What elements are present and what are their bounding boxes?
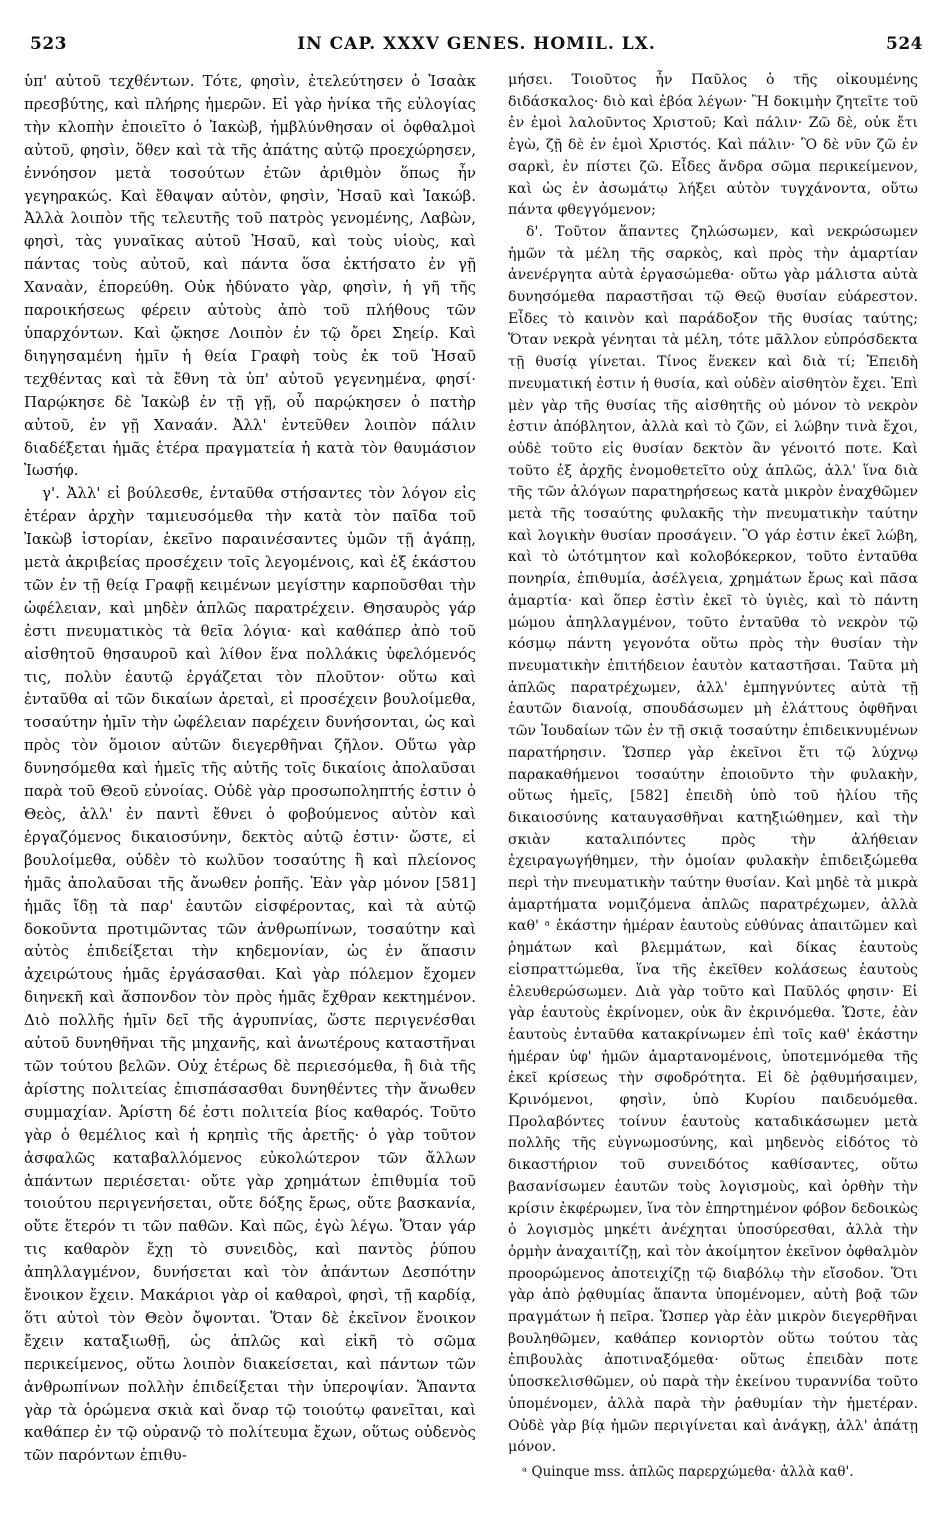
left-column	[24, 70, 476, 1467]
page-number-left: 523	[30, 34, 67, 54]
paragraph: ὑπ' αὐτοῦ τεχθέντων. Τότε, φησὶν, ἐτελεύτησεν ὁ Ἰσαὰκ πρεσβύτης, καὶ πλήρης ἡμερῶν. Εἰ γὰρ ἡνίκα τῆς εὐλογίας τὴν κλοπὴν ἐποιεῖτο ὁ Ἰακὼβ, ἠμβλύνθησαν οἱ ὀφθαλμοὶ αὐτοῦ, φησὶν, ὅθεν καὶ τὰ τῆς ἀπάτης αὐτῷ προεχώρησεν, ἐννόησον μετὰ τοσούτων ἐτῶν ἀριθμὸν ὅπως ἦν γεγηρακώς. Καὶ ἔθαψαν αὐτὸν, φησὶν, Ἠσαῦ καὶ Ἰακώβ. Ἀλλὰ λοιπὸν τῆς τελευτῆς τοῦ πατρὸς γενομένης, Λαβὼν, φησὶ, τὰς γυναῖκας αὐτοῦ Ἠσαῦ, καὶ τοὺς υἱοὺς, καὶ πάντας τοὺς αὐτοῦ, καὶ πάντα ὅσα ἐκτήσατο ἐν γῇ Χαναὰν, ἐπορεύθη. Οὐκ ἠδύνατο γὰρ, φησὶν, ἡ γῆ τῆς παροικήσεως φέρειν αὐτοὺς ἀπὸ τοῦ πλήθους τῶν ὑπαρχόντων. Καὶ ᾤκησε Λοιπὸν ἐν τῷ ὄρει Σηείρ. Καὶ διηγησαμένη ἡμῖν ἡ θεία Γραφὴ τοὺς ἐκ τοῦ Ἠσαῦ τεχθέντας καὶ τὰ ἔθνη τὰ ὑπ' αὐτοῦ γεγενημένα, φησί· Παρῴκησε δὲ Ἰακὼβ ἐν τῇ γῇ, οὗ παρῴκησεν ὁ πατὴρ αὐτοῦ, ἐν γῇ Χαναάν. Ἀλλ' ἐντεῦθεν λοιπὸν πάλιν διαδέξεται ἡμᾶς ἑτέρα πραγματεία ἡ κατὰ τὸν θαυμάσιον Ἰωσήφ.	[24, 72, 476, 480]
running-title: IN CAP. XXXV GENES. HOMIL. LX.	[297, 34, 656, 54]
paragraph: μήσει. Τοιοῦτος ἦν Παῦλος ὁ τῆς οἰκουμένης διδάσκαλος· διὸ καὶ ἐβόα λέγων· Ἢ δοκιμὴν ζητεῖτε τοῦ ἐν ἐμοὶ λαλοῦντος Χριστοῦ; Καὶ πάλιν· Ζῶ δὲ, οὐκ ἔτι ἐγὼ, ζῇ δὲ ἐν ἐμοὶ Χριστός. Καὶ πάλιν· Ὃ δὲ νῦν ζῶ ἐν σαρκὶ, ἐν πίστει ζῶ. Εἶδες ἄνδρα σῶμα περικείμενον, καὶ ὡς ἐν ἀσωμάτῳ λήξει αὐτὸν τυγχάνοντα, οὕτω πάντα φθεγγόμενον;	[508, 72, 918, 219]
running-header	[30, 34, 923, 60]
paragraph: δ'. Τοῦτον ἅπαντες ζηλώσωμεν, καὶ νεκρώσωμεν ἡμῶν τὰ μέλη τῆς σαρκὸς, καὶ πρὸς τὴν ἁμαρτίαν ἀνενέργητα αὐτὰ ἐργασώμεθα· οὕτω γὰρ μάλιστα αὐτὰ δυνησόμεθα παραστῆσαι τῷ Θεῷ θυσίαν εὐάρεστον. Εἶδες τὸ καινὸν καὶ παράδοξον τῆς θυσίας ταύτης; Ὅταν νεκρὰ γένηται τὰ μέλη, τότε μᾶλλον εὐπρόσδεκτα τῇ θυσίᾳ γίνεται. Τίνος ἕνεκεν καὶ διὰ τί; Ἐπειδὴ πνευματική ἐστιν ἡ θυσία, καὶ οὐδὲν αἰσθητὸν ἔχει. Ἐπὶ μὲν γὰρ τῆς θυσίας τῆς αἰσθητῆς οὐ μόνον τὸ νεκρὸν ἐστιν ἀπόβλητον, ἀλλὰ καὶ τὸ ζῶν, εἰ λώβην τινὰ ἔχοι, οὐδὲ τοῦτο εἰς θυσίαν δεκτὸν ἂν γένοιτό ποτε. Καὶ τοῦτο ἐξ ἀρχῆς ἐνομοθετεῖτο οὐχ ἁπλῶς, ἀλλ' ἵνα διὰ τῆς τῶν ἀλόγων παρατηρήσεως κατὰ μικρὸν ἐναχθῶμεν μετὰ τῆς τοσαύτης φυλακῆς τὴν πνευματικὴν ταύτην καὶ λογικὴν θυσίαν προσάγειν. Ὃ γάρ ἐστιν ἐκεῖ λώβη, καὶ τὸ ὠτότμητον καὶ κολοβόκερκον, τοῦτο ἐνταῦθα πονηρία, ἐπιθυμία, ἀσέλγεια, χρημάτων ἔρως καὶ πᾶσα ἁμαρτία· καὶ ὅπερ ἐστὶν ἐκεῖ τὸ ὑγιὲς, καὶ τὸ πάντη μώμου ἀπηλλαγμένον, τοῦτο ἐνταῦθα τὸ νεκρὸν τῷ κόσμῳ πάντη γεγονότα οὕτω πρὸς τὴν θυσίαν τὴν πνευματικὴν ἐπιτήδειον ἑαυτὸν καταστῆσαι. Ταῦτα μὴ ἁπλῶς παρατρέχωμεν, ἀλλ' ἐμπηγνύντες αὐτὰ τῇ ἑαυτῶν διανοίᾳ, σπουδάσωμεν μὴ ἐλάττους ὀφθῆναι τῶν Ἰουδαίων τῶν ἐν τῇ σκιᾷ τοσαύτην ἐπιδεικνυμένων παρατήρησιν. Ὥσπερ γὰρ ἐκεῖνοι ἔτι τῷ λύχνῳ παρακαθήμενοι τοσαύτην ἐποιοῦντο τὴν φυλακὴν, οὕτως ἡμεῖς, [582] ἐπειδὴ ὑπὸ τοῦ ἡλίου τῆς δικαιοσύνης καταυγασθῆναι κατηξιώθημεν, καὶ τὴν σκιὰν καταλιπόντες πρὸς τὴν ἀλήθειαν ἐχειραγωγήθημεν, τὴν ὁμοίαν φυλακὴν ἐπιδειξώμεθα περὶ τὴν πνευματικὴν ταύτην θυσίαν. Καὶ μηδὲ τὰ μικρὰ ἁμαρτήματα νομιζόμενα ἁπλῶς παρατρέχωμεν, ἀλλὰ καθ' ᵃ ἑκάστην ἡμέραν ἑαυτοὺς εὐθύνας ἀπαιτῶμεν καὶ ῥημάτων καὶ βλεμμάτων, καὶ δίκας ἑαυτοὺς εἰσπραττώμεθα, ἵνα τῆς ἐκεῖθεν κολάσεως ἑαυτοὺς ἐλευθερώσωμεν. Διὰ γὰρ τοῦτο καὶ Παῦλός φησιν· Εἰ γὰρ ἑαυτοὺς ἐκρίνομεν, οὐκ ἂν ἐκρινόμεθα. Ὥστε, ἐὰν ἑαυτοὺς ἐνταῦθα κατακρίνωμεν ἐπὶ τοῖς καθ' ἑκάστην ἡμέραν ὑφ' ἡμῶν ἁμαρτανομένοις, ὑποτεμνόμεθα τῆς ἐκεῖ κρίσεως τὴν σφοδρότητα. Εἰ δὲ ῥᾳθυμήσαιμεν, Κρινόμενοι, φησὶν, ὑπὸ Κυρίου παιδευόμεθα. Προλαβόντες τοίνυν ἑαυτοὺς καταδικάσωμεν μετὰ πολλῆς τῆς εὐγνωμοσύνης, καὶ μηδενὸς εἰδότος τὸ δικαστήριον τοῦ συνειδότος καθίσαντες, οὕτω βασανίσωμεν ἑαυτῶν τοὺς λογισμοὺς, καὶ ὀρθὴν τὴν κρίσιν ἐκφέρωμεν, ἵνα τὸν ἐπηρτημένον φόβον δεδοικὼς ὁ λογισμὸς μηκέτι ἀνέχηται ὑποσύρεσθαι, ἀλλὰ τὴν ὁρμὴν ἀναχαιτίζῃ, καὶ τὸν ἀκοίμητον ἐκεῖνον ὀφθαλμὸν προορώμενος ἀποτειχίζῃ τῷ διαβόλῳ τὴν εἴσοδον. Ὅτι γὰρ ἀπὸ ῥᾳθυμίας ἅπαντα ὑπομένομεν, αὐτὴ βοᾷ τῶν πραγμάτων ἡ πεῖρα. Ὥσπερ γὰρ ἐὰν μικρὸν διεγερθῆναι βουληθῶμεν, καθάπερ κονιορτὸν οὕτω τούτου τὰς ἐπιβουλὰς ἀποτιναξόμεθα· οὕτως ἐπειδὰν ποτε ὑποσκελισθῶμεν, οὐ παρὰ τὴν ἐκείνου τυραννίδα τοῦτο ὑπομένομεν, ἀλλὰ παρὰ τὴν ῥαθυμίαν τὴν ἡμετέραν. Οὐδὲ γὰρ βίᾳ ἡμῶν περιγίνεται καὶ ἀνάγκῃ, ἀλλ' ἀπάτῃ μόνον.	[508, 223, 918, 1456]
footnote: ᵃ Quinque mss. ἁπλῶς παρερχώμεθα· ἀλλὰ καθ'.	[522, 1464, 854, 1480]
column-gutter	[490, 70, 491, 1500]
paragraph: γ'. Ἀλλ' εἰ βούλεσθε, ἐνταῦθα στήσαντες τὸν λόγον εἰς ἑτέραν ἀρχὴν ταμιευσόμεθα τὴν κατὰ τὸν παῖδα τοῦ Ἰακὼβ ἱστορίαν, ἐκεῖνο παραινέσαντες ὑμῶν τῇ ἀγάπῃ, μετὰ ἀκριβείας προσέχειν τοῖς λεγομένοις, καὶ ἐξ ἑκάστου τῶν ἐν τῇ θείᾳ Γραφῇ κειμένων μεγίστην καρποῦσθαι τὴν ὠφέλειαν, καὶ μηδὲν ἁπλῶς παρατρέχειν. Θησαυρὸς γάρ ἐστι πνευματικὸς τὰ θεῖα λόγια· καὶ καθάπερ ἀπὸ τοῦ αἰσθητοῦ θησαυροῦ καὶ λίθον ἕνα πολλάκις ὑφελόμενός τις, πολὺν ἑαυτῷ ἐργάζεται τὸν πλοῦτον· οὕτω καὶ ἐνταῦθα αἱ τῶν δικαίων ἀρεταὶ, εἰ προσέχειν βουλοίμεθα, τοσαύτην ἡμῖν τὴν ὠφέλειαν παρέχειν δυνήσονται, ὡς καὶ πρὸς τὸν ὅμοιον αὐτῶν διεγερθῆναι ζῆλον. Οὕτω γὰρ δυνησόμεθα καὶ ἡμεῖς τῆς αὐτῆς τοῖς δικαίοις ἀπολαῦσαι παρὰ τοῦ Θεοῦ εὐνοίας. Οὐδὲ γὰρ προσωποληπτής ἐστιν ὁ Θεὸς, ἀλλ' ἐν παντὶ ἔθνει ὁ φοβούμενος αὐτὸν καὶ ἐργαζόμενος δικαιοσύνην, δεκτὸς αὐτῷ ἐστιν· ὥστε, εἰ βουλοίμεθα, οὐδὲν τὸ κωλῦον τοσαύτης ἢ καὶ πλείονος ἡμᾶς ἀπολαῦσαι τῆς ἄνωθεν ῥοπῆς. Ἐὰν γὰρ μόνον [581] ἡμᾶς ἴδῃ τὰ παρ' ἑαυτῶν εἰσφέροντας, καὶ τὰ αὐτῷ δοκοῦντα προτιμῶντας τῶν ἀνθρωπίνων, τοσαύτην καὶ αὐτὸς ἐπιδείξεται τὴν κηδεμονίαν, ὡς ἐν ἅπασιν ἀχειρώτους ἡμᾶς ἐργάσασθαι. Καὶ γὰρ πόλεμον ἔχομεν διηνεκῆ καὶ ἄσπονδον τὸν πρὸς ἡμᾶς ἔχθραν κεκτημένον. Διὸ πολλῆς ἡμῖν δεῖ τῆς ἀγρυπνίας, ὥστε περιγενέσθαι αὐτοῦ δυνηθῆναι τῆς μηχανῆς, καὶ ἀνωτέρους καταστῆναι τῶν τούτου βελῶν. Οὐχ ἑτέρως δὲ περιεσόμεθα, ἢ διὰ τῆς ἀρίστης πολιτείας ἐπισπάσασθαι δυνηθέντες τὴν ἄνωθεν συμμαχίαν. Ἀρίστη δέ ἐστι πολιτεία βίος καθαρός. Τοῦτο γὰρ ὁ θεμέλιος καὶ ἡ κρηπὶς τῆς ἀρετῆς· ὁ γὰρ τοῦτον ἀσφαλῶς καταβαλλόμενος εὐκολώτερον τῶν ἄλλων ἁπάντων περιέσεται· οὔτε γὰρ χρημάτων ἐπιθυμία τοῦ τοιούτου περιγενήσεται, οὔτε δόξης ἔρως, οὔτε βασκανία, οὔτε ἕτερόν τι τῶν παθῶν. Καὶ πῶς, ἐγὼ λέγω. Ὅταν γάρ τις καθαρὸν ἔχῃ τὸ συνειδὸς, καὶ παντὸς ῥύπου ἀπηλλαγμένον, δυνήσεται καὶ τὸν ἁπάντων Δεσπότην ἔνοικον ἔχειν. Μακάριοι γὰρ οἱ καθαροὶ, φησὶ, τῇ καρδίᾳ, ὅτι αὐτοὶ τὸν Θεὸν ὄψονται. Ὅταν δὲ ἐκεῖνον ἔνοικον ἔχειν καταξιωθῇ, ὡς ἁπλῶς καὶ εἰκῆ τὸ σῶμα περικείμενος, οὕτω λοιπὸν διακείσεται, καὶ πάντων τῶν ἀνθρωπίνων πολλὴν ἐπιδείξεται τὴν ὑπεροψίαν. Ἅπαντα γὰρ τὰ ὁρώμενα σκιὰ καὶ ὄναρ τῷ τοιούτῳ φανεῖται, καὶ καθάπερ ἐν τῷ οὐρανῷ τὸ πολίτευμα ἔχων, οὕτως οὐδενὸς τῶν παρόντων ἐπιθυ-	[24, 484, 476, 1465]
right-column	[508, 70, 918, 1481]
page-number-right: 524	[886, 34, 923, 54]
